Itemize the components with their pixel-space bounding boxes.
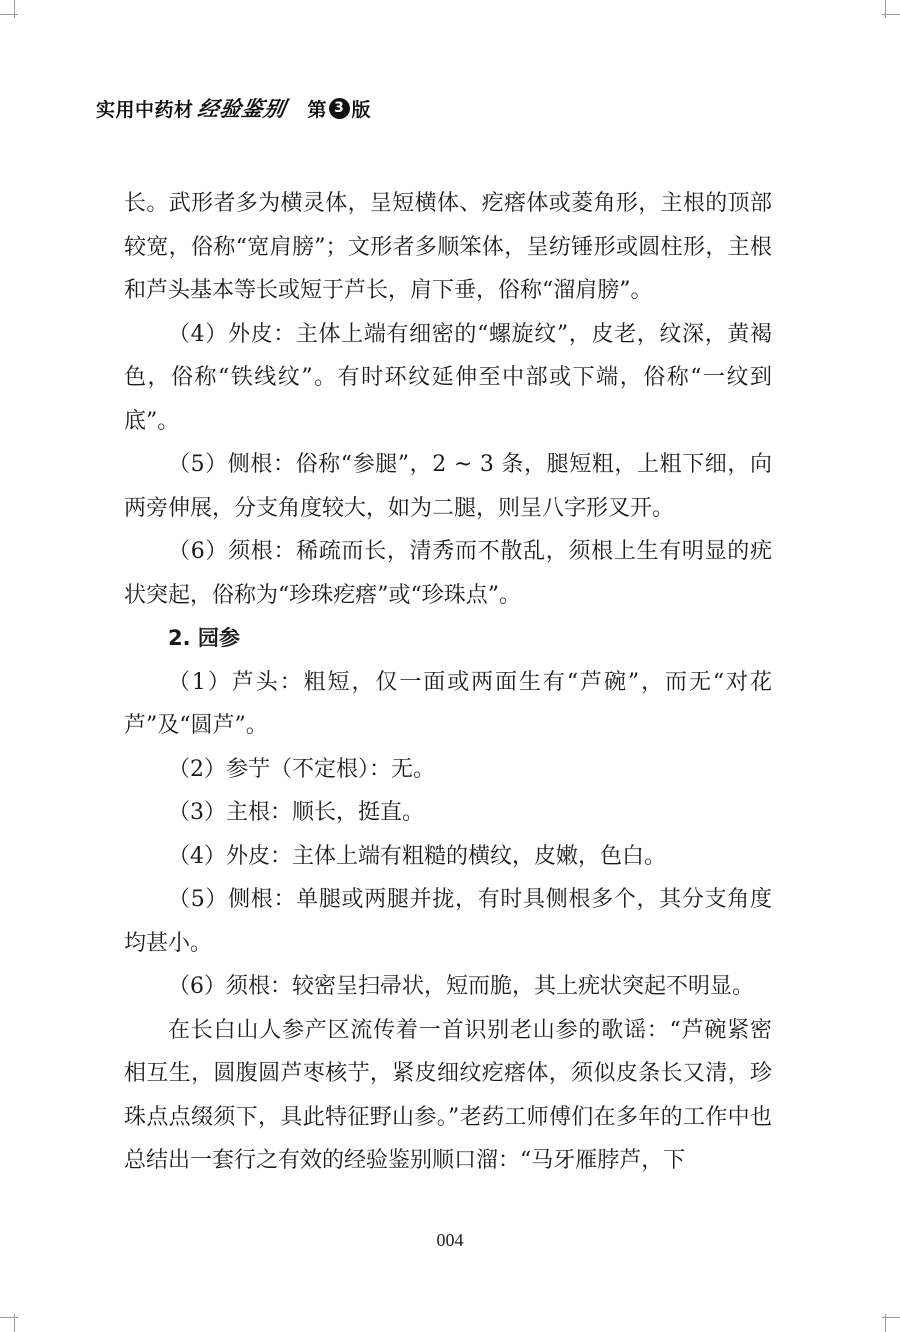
paragraph-fibrous-root-2: （6）须根：较密呈扫帚状，短而脆，其上疣状突起不明显。	[168, 974, 754, 999]
edition-suffix: 版	[351, 98, 371, 121]
paragraph-adventitious-root: （2）参艼（不定根）：无。	[168, 756, 435, 782]
crop-mark	[14, 1314, 15, 1332]
crop-mark	[885, 1314, 886, 1332]
edition-number-badge: 3	[329, 98, 350, 119]
paragraph-rhizome-head: （1）芦头：粗短，仅一面或两面生有“芦碗”，而无“对花芦”及“圆芦”。	[124, 669, 772, 738]
edition-prefix: 第	[307, 98, 327, 121]
running-head-book-title: 实用中药材	[96, 98, 194, 121]
paragraph-folk-song: 在长白山人参产区流传着一首识别老山参的歌谣：“芦碗紧密相互生，圆腹圆芦枣核艼，紧皮细纹疙瘩体，须似皮条长又清，珍珠点点缀须下，具此特征野山参。”老药工师傅们在多年的工作中也总结出一套行之有效的经验鉴别顺口溜：“马牙雁脖芦，下	[124, 1017, 772, 1173]
paragraph-outer-skin-2: （4）外皮：主体上端有粗糙的横纹，皮嫩，色白。	[168, 843, 666, 869]
crop-mark	[0, 1317, 18, 1318]
running-head-edition	[308, 95, 371, 122]
page-number: 004	[436, 1230, 464, 1250]
section-heading: 2. 园参	[168, 626, 240, 650]
paragraph-lateral-root-2: （5）侧根：单腿或两腿并拢，有时具侧根多个，其分支角度均甚小。	[124, 887, 772, 956]
paragraph-lateral-root: （5）侧根：俗称“参腿”，2 ~ 3 条，腿短粗，上粗下细，向两旁伸展，分支角度较大，如为二腿，则呈八字形叉开。	[124, 452, 772, 521]
paragraph-fibrous-root: （6）须根：稀疏而长，清秀而不散乱，须根上生有明显的疣状突起，俗称为“珍珠疙瘩”或“珍珠点”。	[124, 539, 772, 608]
body-text	[124, 182, 772, 1183]
crop-mark	[0, 14, 18, 15]
paragraph-main-root: （3）主根：顺长，挺直。	[168, 800, 424, 825]
paragraph-outer-skin: （4）外皮：主体上端有细密的“螺旋纹”，皮老，纹深，黄褐色，俗称“铁线纹”。有时环纹延伸至中部或下端，俗称“一纹到底”。	[124, 321, 772, 434]
crop-mark	[885, 0, 886, 18]
crop-mark	[14, 0, 15, 18]
paragraph-continuation: 长。武形者多为横灵体，呈短横体、疙瘩体或菱角形，主根的顶部较宽，俗称“宽肩膀”；文形者多顺笨体，呈纺锤形或圆柱形，主根和芦头基本等长或短于芦长，肩下垂，俗称“溜肩膀”。	[124, 191, 772, 303]
running-head	[96, 92, 371, 124]
running-head-script-title: 经验鉴别	[195, 96, 288, 121]
